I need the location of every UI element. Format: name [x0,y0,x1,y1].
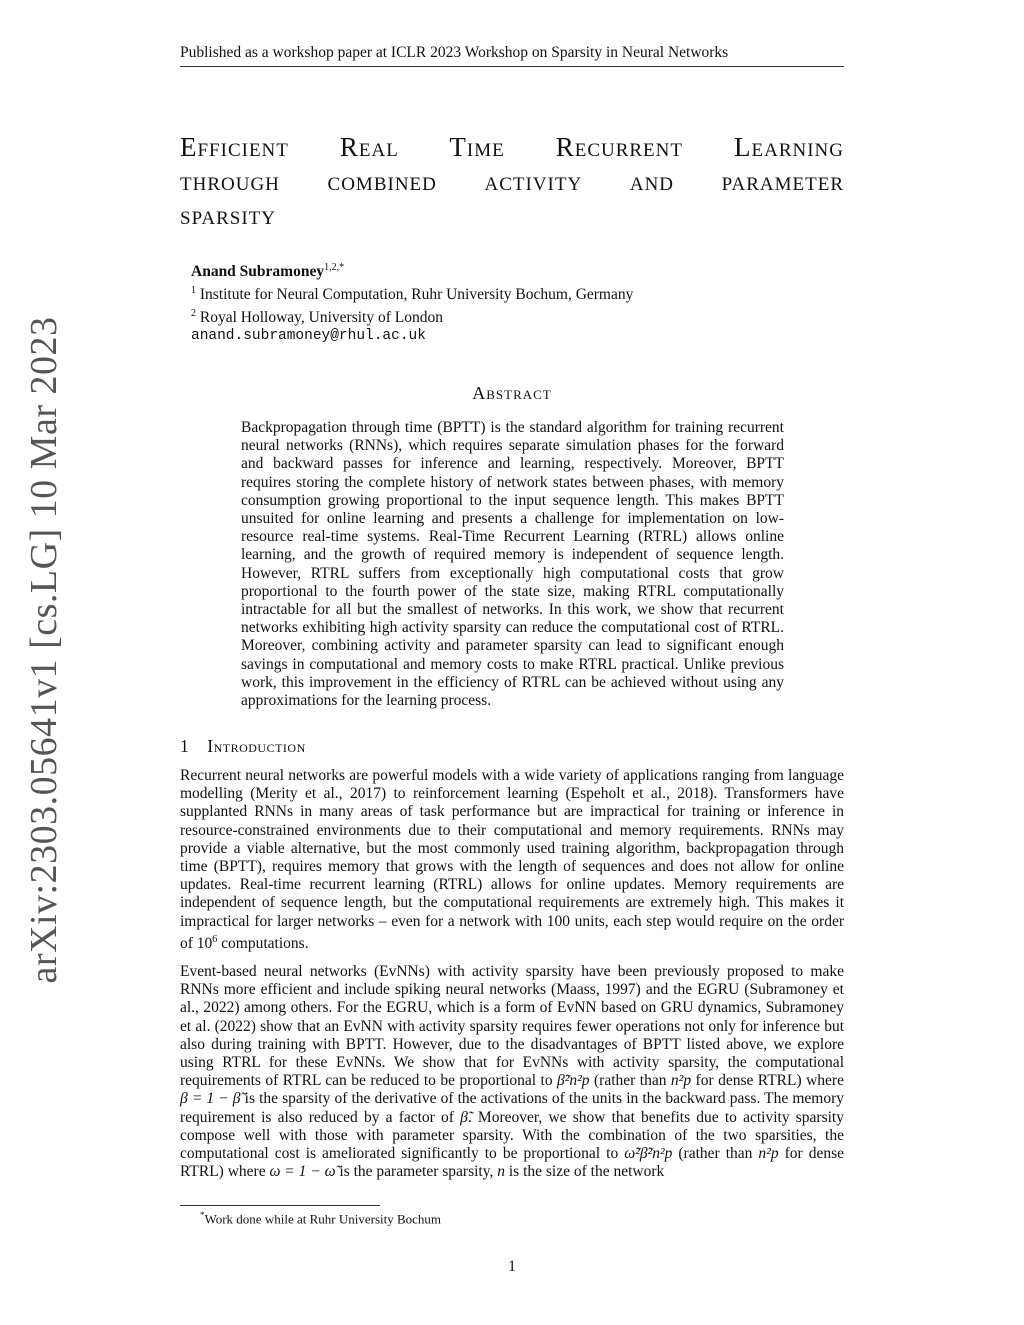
math-expression: ω̃²β̃²n²p [624,1145,673,1163]
paragraph-2-text-e: . Moreover, we show that benefits due to activity sparsity compose well with those with parameter sparsity. With the combination of the two sparsities, the computational cost is ameliorated significantly to be proportional to [180,1108,844,1163]
affiliation-1-number: 1 [191,285,196,297]
paragraph-2-text-g: for dense RTRL) where [180,1145,844,1181]
paragraph-2-text-d: is the sparsity of the derivative of the activations of the units in the backward pass. The memory requirement is also reduced by a factor of [180,1090,844,1126]
author-affiliation-marks: 1,2,* [324,262,345,273]
math-expression: β̃ [460,1108,468,1126]
affiliation-2: Royal Holloway, University of London [199,309,443,327]
page-number: 1 [508,1258,516,1275]
footnote-rule [180,1205,380,1206]
math-expression: β = 1 − β̃ [180,1090,241,1108]
section-heading [180,736,306,757]
affiliation-2-number: 2 [191,308,196,320]
author-name: Anand Subramoney [191,263,325,281]
footnote-mark: * [200,1210,205,1220]
math-expression: n [497,1163,505,1181]
math-expression: n²p [758,1145,779,1163]
paragraph-1-text: Recurrent neural networks are powerful models with a wide variety of applications ranging from language modelling (Merity et al., 2017) to reinforcement learning (Espeholt et al., 2018). Transformers have supplanted RNNs in many areas of task performance but are impractical for training or inference in resource-constrained environments due to their computational and memory requirements. RNNs may provide a viable alternative, but the most commonly used training algorithm, backpropagation through time (BPTT), requires memory that grows with the length of sequences and does not allow for online updates. Real-time recurrent learning (RTRL) allows for online updates. Memory requirements are independent of sequence length, but the computational requirements are extremely high. This makes it impractical for larger networks – even for a network with 100 units, each step would require on the order of 10 [180,767,844,952]
title-line-2: through combined activity and parameter [180,166,844,196]
paragraph-2 [180,963,844,1181]
footnote [200,1210,441,1227]
paragraph-2-text-a: Event-based neural networks (EvNNs) with activity sparsity have been previously proposed to make RNNs more efficient and include spiking neural networks (Maass, 1997) and the EGRU (Subramoney et al., 2022) among others. For the EGRU, which is a form of EvNN based on GRU dynamics, Subramoney et al. (2022) show that an EvNN with activity sparsity requires fewer operations not only for inference but also during training with BPTT. However, due to the disadvantages of BPTT listed above, we explore using RTRL for these EvNNs. We show that for EvNNs with activity sparsity, the computational requirements of RTRL can be reduced to be proportional to [180,963,844,1090]
title-line-3: sparsity [180,200,277,230]
paragraph-2-text-f: (rather than [672,1145,759,1163]
abstract-text: Backpropagation through time (BPTT) is the standard algorithm for training recurrent neural networks (RNNs), which requires separate simulation phases for the forward and backward passes for inference and learning, respectively. Moreover, BPTT requires storing the complete history of network states between phases, with memory consumption growing proportional to the input sequence length. This makes BPTT unsuited for online learning and presents a challenge for implementation on low-resource real-time systems. Real-Time Recurrent Learning (RTRL) allows online learning, and the growth of required memory is independent of sequence length. However, RTRL suffers from exceptionally high computational costs that grow proportional to the fourth power of the state size, making RTRL computationally intractable for all but the smallest of networks. In this work, we show that recurrent networks exhibiting high activity sparsity can reduce the computational cost of RTRL. Moreover, combining activity and parameter sparsity can lead to significant enough savings in computational and memory costs to make RTRL practical. Unlike previous work, this improvement in the efficiency of RTRL can be achieved without using any approximations for the learning process. [241,419,784,710]
paragraph-2-text-c: for dense RTRL) where [691,1072,844,1090]
paragraph-1-end: computations. [217,934,309,952]
abstract-heading: Abstract [472,383,552,403]
paragraph-1 [180,767,844,953]
paper-title [180,130,844,232]
math-expression: n²p [670,1072,692,1090]
title-line-1: Efficient Real Time Recurrent Learning [180,132,844,162]
section-number: 1 [180,736,190,756]
exponent: 6 [212,933,218,945]
arxiv-identifier: arXiv:2303.05641v1 [cs.LG] 10 Mar 2023 [23,316,65,984]
running-header: Published as a workshop paper at ICLR 2023 Workshop on Sparsity in Neural Networks [180,44,844,67]
math-expression: β̃²n²p [557,1072,590,1090]
paragraph-2-text-b: (rather than [589,1072,671,1090]
footnote-text: Work done while at Ruhr University Bochum [204,1211,442,1227]
paragraph-2-text-h: is the parameter sparsity, [335,1163,498,1181]
section-title: Introduction [207,736,306,756]
author-email: anand.subramoney@rhul.ac.uk [191,328,426,345]
paragraph-2-text-i: is the size of the network [504,1163,665,1181]
author-block [191,258,791,346]
affiliation-1: Institute for Neural Computation, Ruhr University Bochum, Germany [199,286,634,304]
math-expression: ω = 1 − ω̃ [269,1163,336,1181]
